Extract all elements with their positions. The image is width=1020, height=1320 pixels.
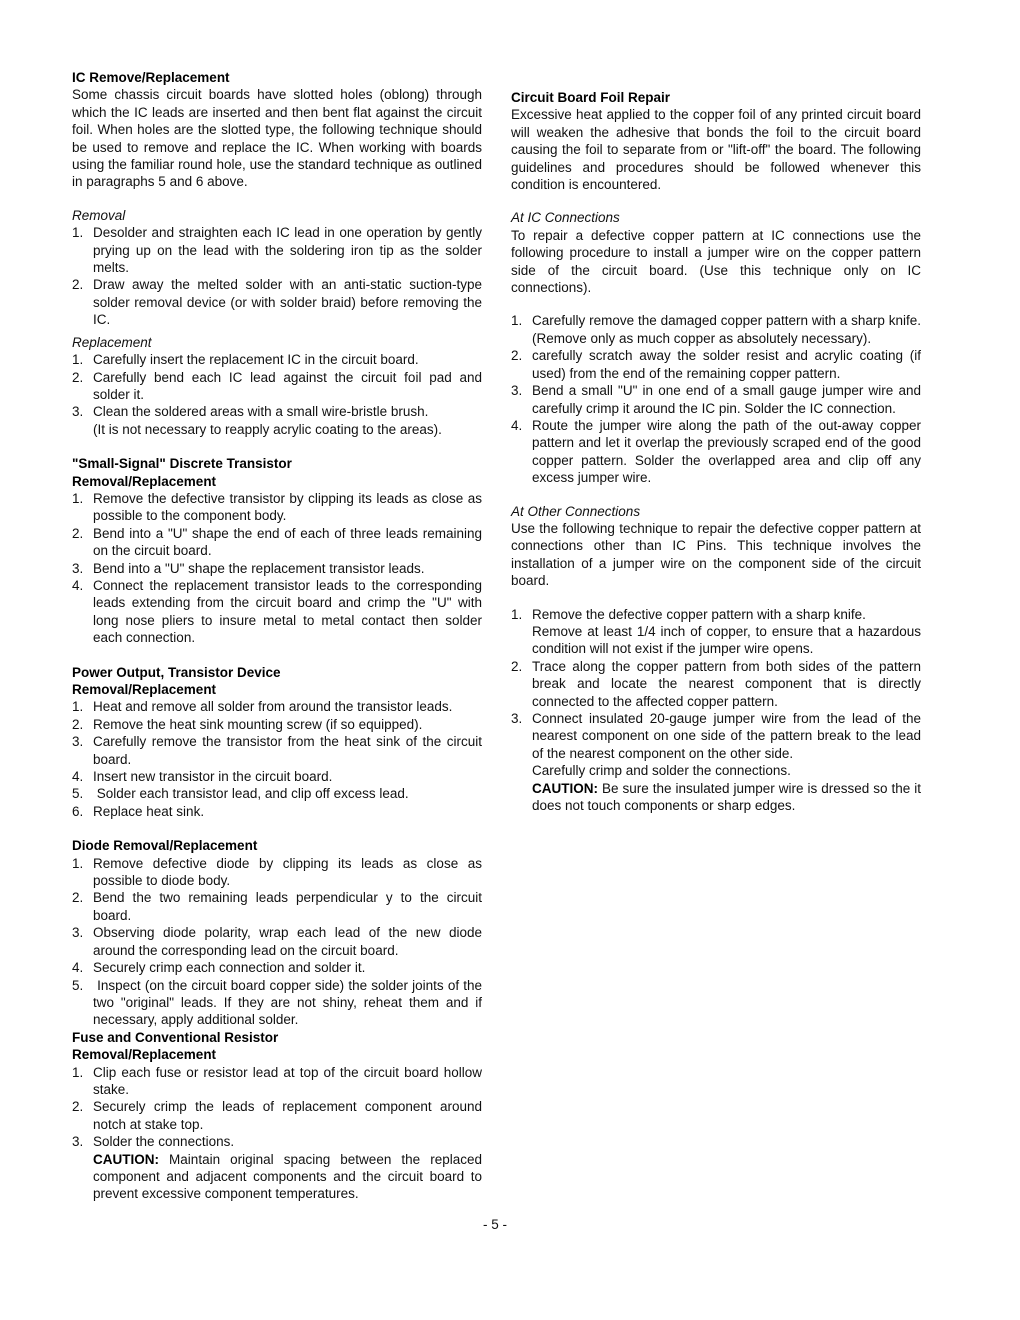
list-item: [72, 369, 482, 404]
text-run: Trace along the copper pattern from both sides of the pattern break and locate the nearest component that is directly connected to the affected copper pattern.: [532, 658, 921, 709]
list-item: [511, 382, 921, 417]
list-item: [72, 698, 482, 715]
subsection-heading: Replacement: [72, 334, 152, 350]
list-item-text: [532, 418, 921, 485]
text-run: Carefully remove the damaged copper pattern with a sharp knife. (Remove only as much copper as absolutely necessary).: [532, 313, 921, 346]
text-run: Desolder and straighten each IC lead in one operation by gently prying up on the lead with the soldering iron tip as the solder melts.: [93, 225, 482, 276]
list-number: 2.: [511, 348, 523, 364]
subsection-heading: At Other Connections: [511, 503, 641, 519]
list-item-text: [532, 711, 921, 813]
list-number: 1.: [72, 490, 84, 506]
list-number: 6.: [72, 803, 84, 819]
heading-line: Removal/Replacement: [72, 473, 217, 489]
list-item: [72, 525, 482, 560]
list-item: [72, 855, 482, 890]
numbered-list: [511, 606, 921, 815]
text-run: (It is not necessary to reapply acrylic coating to the areas).: [93, 421, 442, 437]
list-item: [72, 977, 482, 1029]
text-run: Bend into a "U" shape the replacement transistor leads.: [93, 560, 425, 576]
section-heading: [511, 89, 921, 106]
list-item: [72, 924, 482, 959]
heading-line: Diode Removal/Replacement: [72, 838, 258, 854]
list-item: [72, 785, 482, 802]
list-item: [72, 733, 482, 768]
heading-line: Removal/Replacement: [72, 1047, 217, 1063]
list-item-text: [532, 659, 921, 709]
list-item: [72, 959, 482, 976]
list-item-text: [93, 277, 482, 327]
section-heading: [72, 1029, 482, 1064]
list-number: 1.: [511, 606, 523, 622]
list-item-text: [93, 404, 442, 436]
list-number: 2.: [72, 1099, 84, 1115]
list-item: [511, 710, 921, 814]
text-run: Replace heat sink.: [93, 803, 205, 819]
heading-line: "Small-Signal" Discrete Transistor: [72, 456, 292, 472]
list-item-text: [93, 699, 452, 714]
right-column: [511, 89, 921, 814]
list-item-text: [93, 804, 204, 819]
list-item: [72, 1098, 482, 1133]
list-item: [72, 1064, 482, 1099]
list-number: 5.: [72, 977, 84, 993]
list-number: 4.: [72, 577, 84, 593]
text-run: Bend a small "U" in one end of a small gauge jumper wire and carefully crimp it around the IC pin. Solder the IC connection.: [532, 383, 921, 416]
text-run: Remove defective diode by clipping its leads as close as possible to diode body.: [93, 855, 482, 889]
subsection-heading: Removal: [72, 207, 126, 223]
text-run: Inspect (on the circuit board copper side) the solder joints of the two "original" leads. If they are not shiny, reheat them and if necessary, apply additional solder.: [93, 977, 482, 1028]
list-item-text: [93, 960, 365, 975]
text-run: Remove the defective copper pattern with a sharp knife.: [532, 606, 866, 622]
subsection-heading: At IC Connections: [511, 210, 620, 226]
list-item-text: [93, 786, 409, 801]
list-item-text: [532, 383, 921, 415]
list-number: 4.: [72, 769, 84, 785]
list-item: [511, 347, 921, 382]
text-run: Use the following technique to repair the defective copper pattern at connections other than IC Pins. This technique involves the installation of a jumper wire on the component side of the circuit board.: [511, 520, 921, 589]
list-item: [72, 1133, 482, 1203]
list-item: [72, 276, 482, 328]
paragraph: [511, 520, 921, 590]
text-run: Maintain original spacing between the replaced component and adjacent components and the circuit board to prevent excessive component temperatures.: [93, 1151, 482, 1202]
list-item: [72, 768, 482, 785]
text-run: Carefully bend each IC lead against the circuit foil pad and solder it.: [93, 369, 482, 402]
heading-line: Power Output, Transistor Device: [72, 664, 281, 680]
numbered-list: [72, 351, 482, 438]
list-item-text: [93, 925, 482, 957]
text-run: Be sure the insulated jumper wire is dressed so the it does not touch components or sharp edges.: [532, 780, 921, 814]
list-item: [72, 490, 482, 525]
list-number: 3.: [72, 404, 84, 420]
list-item: [72, 560, 482, 577]
list-item-text: [93, 1099, 482, 1131]
list-item-text: [532, 313, 921, 345]
list-item-text: [93, 856, 482, 888]
page-number: - 5 -: [482, 1217, 507, 1232]
text-run: Securely crimp each connection and solder it.: [93, 960, 366, 976]
list-number: 2.: [72, 277, 84, 293]
heading-line: Removal/Replacement: [72, 682, 217, 697]
bold-run: CAUTION:: [93, 1151, 159, 1167]
list-number: 3.: [72, 560, 84, 576]
list-item: [72, 803, 482, 820]
list-item-text: [93, 491, 482, 523]
list-item-text: [93, 225, 482, 275]
list-number: 1.: [72, 1064, 84, 1080]
list-item-text: [93, 978, 482, 1028]
list-number: 1.: [72, 225, 84, 241]
heading-line: IC Remove/Replacement: [72, 70, 230, 85]
list-number: 1.: [72, 855, 84, 871]
list-number: 3.: [72, 734, 84, 750]
list-item-text: [93, 890, 482, 922]
text-run: Solder the connections.: [93, 1134, 235, 1150]
heading-line: Fuse and Conventional Resistor: [72, 1029, 279, 1045]
text-run: Remove the heat sink mounting screw (if so equipped).: [93, 716, 423, 732]
left-column: [72, 69, 482, 1203]
list-number: 1.: [72, 352, 84, 368]
numbered-list: [72, 490, 482, 647]
section-heading: [72, 837, 482, 854]
section-heading: [72, 455, 482, 490]
list-number: 3.: [511, 711, 523, 726]
text-run: Excessive heat applied to the copper foil of any printed circuit board will weaken the adhesive that bonds the foil to the circuit board causing the foil to separate from or "lift-off" the board. The following guidelines and procedures should be followed whenever this condition is encountered.: [511, 107, 921, 193]
list-item: [72, 224, 482, 276]
text-run: Remove the defective transistor by clipping its leads as close as possible to the component body.: [93, 490, 482, 524]
spacer: [511, 296, 921, 312]
list-item: [72, 351, 482, 368]
list-number: 3.: [72, 1134, 84, 1150]
text-run: Clean the soldered areas with a small wire-bristle brush.: [93, 404, 429, 420]
text-run: Heat and remove all solder from around the transistor leads.: [93, 699, 453, 715]
list-number: 2.: [72, 716, 84, 732]
list-item: [511, 417, 921, 487]
list-item: [72, 403, 482, 438]
text-run: Observing diode polarity, wrap each lead of the new diode around the corresponding lead on the circuit board.: [93, 925, 482, 958]
section-heading: [72, 664, 482, 699]
spacer: [72, 191, 482, 207]
list-item-text: [93, 370, 482, 402]
list-item: [72, 577, 482, 647]
list-number: 5.: [72, 786, 84, 802]
list-item: [511, 606, 921, 658]
list-item-text: [532, 348, 921, 380]
list-item-text: [93, 734, 482, 766]
text-run: Some chassis circuit boards have slotted holes (oblong) through which the IC leads are inserted and then bent flat against the circuit foil. When holes are the slotted type, the following technique should be used to remove and replace the IC. When working with boards using the familiar round hole, use the standard technique as outlined in paragraphs 5 and 6 above.: [72, 87, 482, 190]
spacer: [511, 487, 921, 503]
list-number: 2.: [72, 369, 84, 385]
spacer: [72, 438, 482, 455]
list-number: 1.: [72, 699, 84, 715]
text-run: Route the jumper wire along the path of the out-away copper pattern and let it overlap the previously scraped end of the good copper pattern. Solder the overlapped area and clip off any excess jumper wire.: [532, 417, 921, 486]
list-number: 2.: [72, 525, 84, 541]
list-item: [72, 889, 482, 924]
list-item-text: [93, 717, 422, 732]
list-number: 3.: [511, 383, 523, 399]
text-run: Solder each transistor lead, and clip off excess lead.: [93, 786, 409, 802]
text-run: Carefully insert the replacement IC in the circuit board.: [93, 352, 419, 368]
list-number: 2.: [511, 658, 523, 674]
list-item-text: [93, 578, 482, 645]
spacer: [511, 193, 921, 209]
heading-line: Circuit Board Foil Repair: [511, 90, 671, 105]
text-run: Bend into a "U" shape the end of each of three leads remaining on the circuit board.: [93, 525, 482, 559]
list-item: [511, 658, 921, 710]
list-item: [72, 716, 482, 733]
text-run: carefully scratch away the solder resist and acrylic coating (if used) from the end of the remaining copper pattern.: [532, 348, 921, 381]
spacer: [72, 820, 482, 837]
section-heading: [72, 69, 482, 86]
text-run: Bend the two remaining leads perpendicular y to the circuit board.: [93, 890, 482, 923]
list-item-text: [93, 561, 425, 576]
text-run: Carefully crimp and solder the connections.: [532, 763, 791, 779]
numbered-list: [511, 312, 921, 486]
text-run: Remove at least 1/4 inch of copper, to ensure that a hazardous condition will not exist if the jumper wire opens.: [532, 623, 921, 657]
paragraph: [72, 86, 482, 190]
paragraph: [511, 106, 921, 193]
text-run: Insert new transistor in the circuit board.: [93, 769, 333, 785]
text-run: Clip each fuse or resistor lead at top of the circuit board hollow stake.: [93, 1064, 482, 1097]
list-item-text: [532, 607, 921, 657]
text-run: Connect insulated 20-gauge jumper wire from the lead of the nearest component on one side of the pattern break to the lead of the nearest component on the other side.: [532, 711, 921, 761]
bold-run: CAUTION:: [532, 780, 598, 796]
list-item-text: [93, 1065, 482, 1097]
list-number: 1.: [511, 313, 523, 329]
list-number: 2.: [72, 890, 84, 906]
list-item-text: [93, 352, 419, 367]
paragraph: [511, 227, 921, 297]
text-run: Securely crimp the leads of replacement component around notch at stake top.: [93, 1099, 482, 1132]
text-run: Carefully remove the transistor from the heat sink of the circuit board.: [93, 734, 482, 767]
text-run: To repair a defective copper pattern at IC connections use the following procedure to install a jumper wire on the copper pattern side of the circuit board. (Use this technique only on IC connections).: [511, 227, 921, 296]
text-run: Connect the replacement transistor leads to the corresponding leads extending from the circuit board and crimp the "U" with long nose pliers to insure metal to metal contact then solder each connection.: [93, 577, 482, 646]
list-item: [511, 312, 921, 347]
list-number: 3.: [72, 925, 84, 941]
text-run: Draw away the melted solder with an anti-static suction-type solder removal device (or with solder braid) before removing the IC.: [93, 277, 482, 328]
numbered-list: [72, 1064, 482, 1203]
numbered-list: [72, 855, 482, 1029]
list-number: 4.: [511, 417, 523, 433]
numbered-list: [72, 698, 482, 820]
list-number: 4.: [72, 960, 84, 976]
spacer: [511, 590, 921, 606]
list-item-text: [93, 526, 482, 558]
list-item-text: [93, 769, 332, 784]
numbered-list: [72, 224, 482, 328]
list-item-text: [93, 1134, 482, 1201]
spacer: [72, 647, 482, 664]
